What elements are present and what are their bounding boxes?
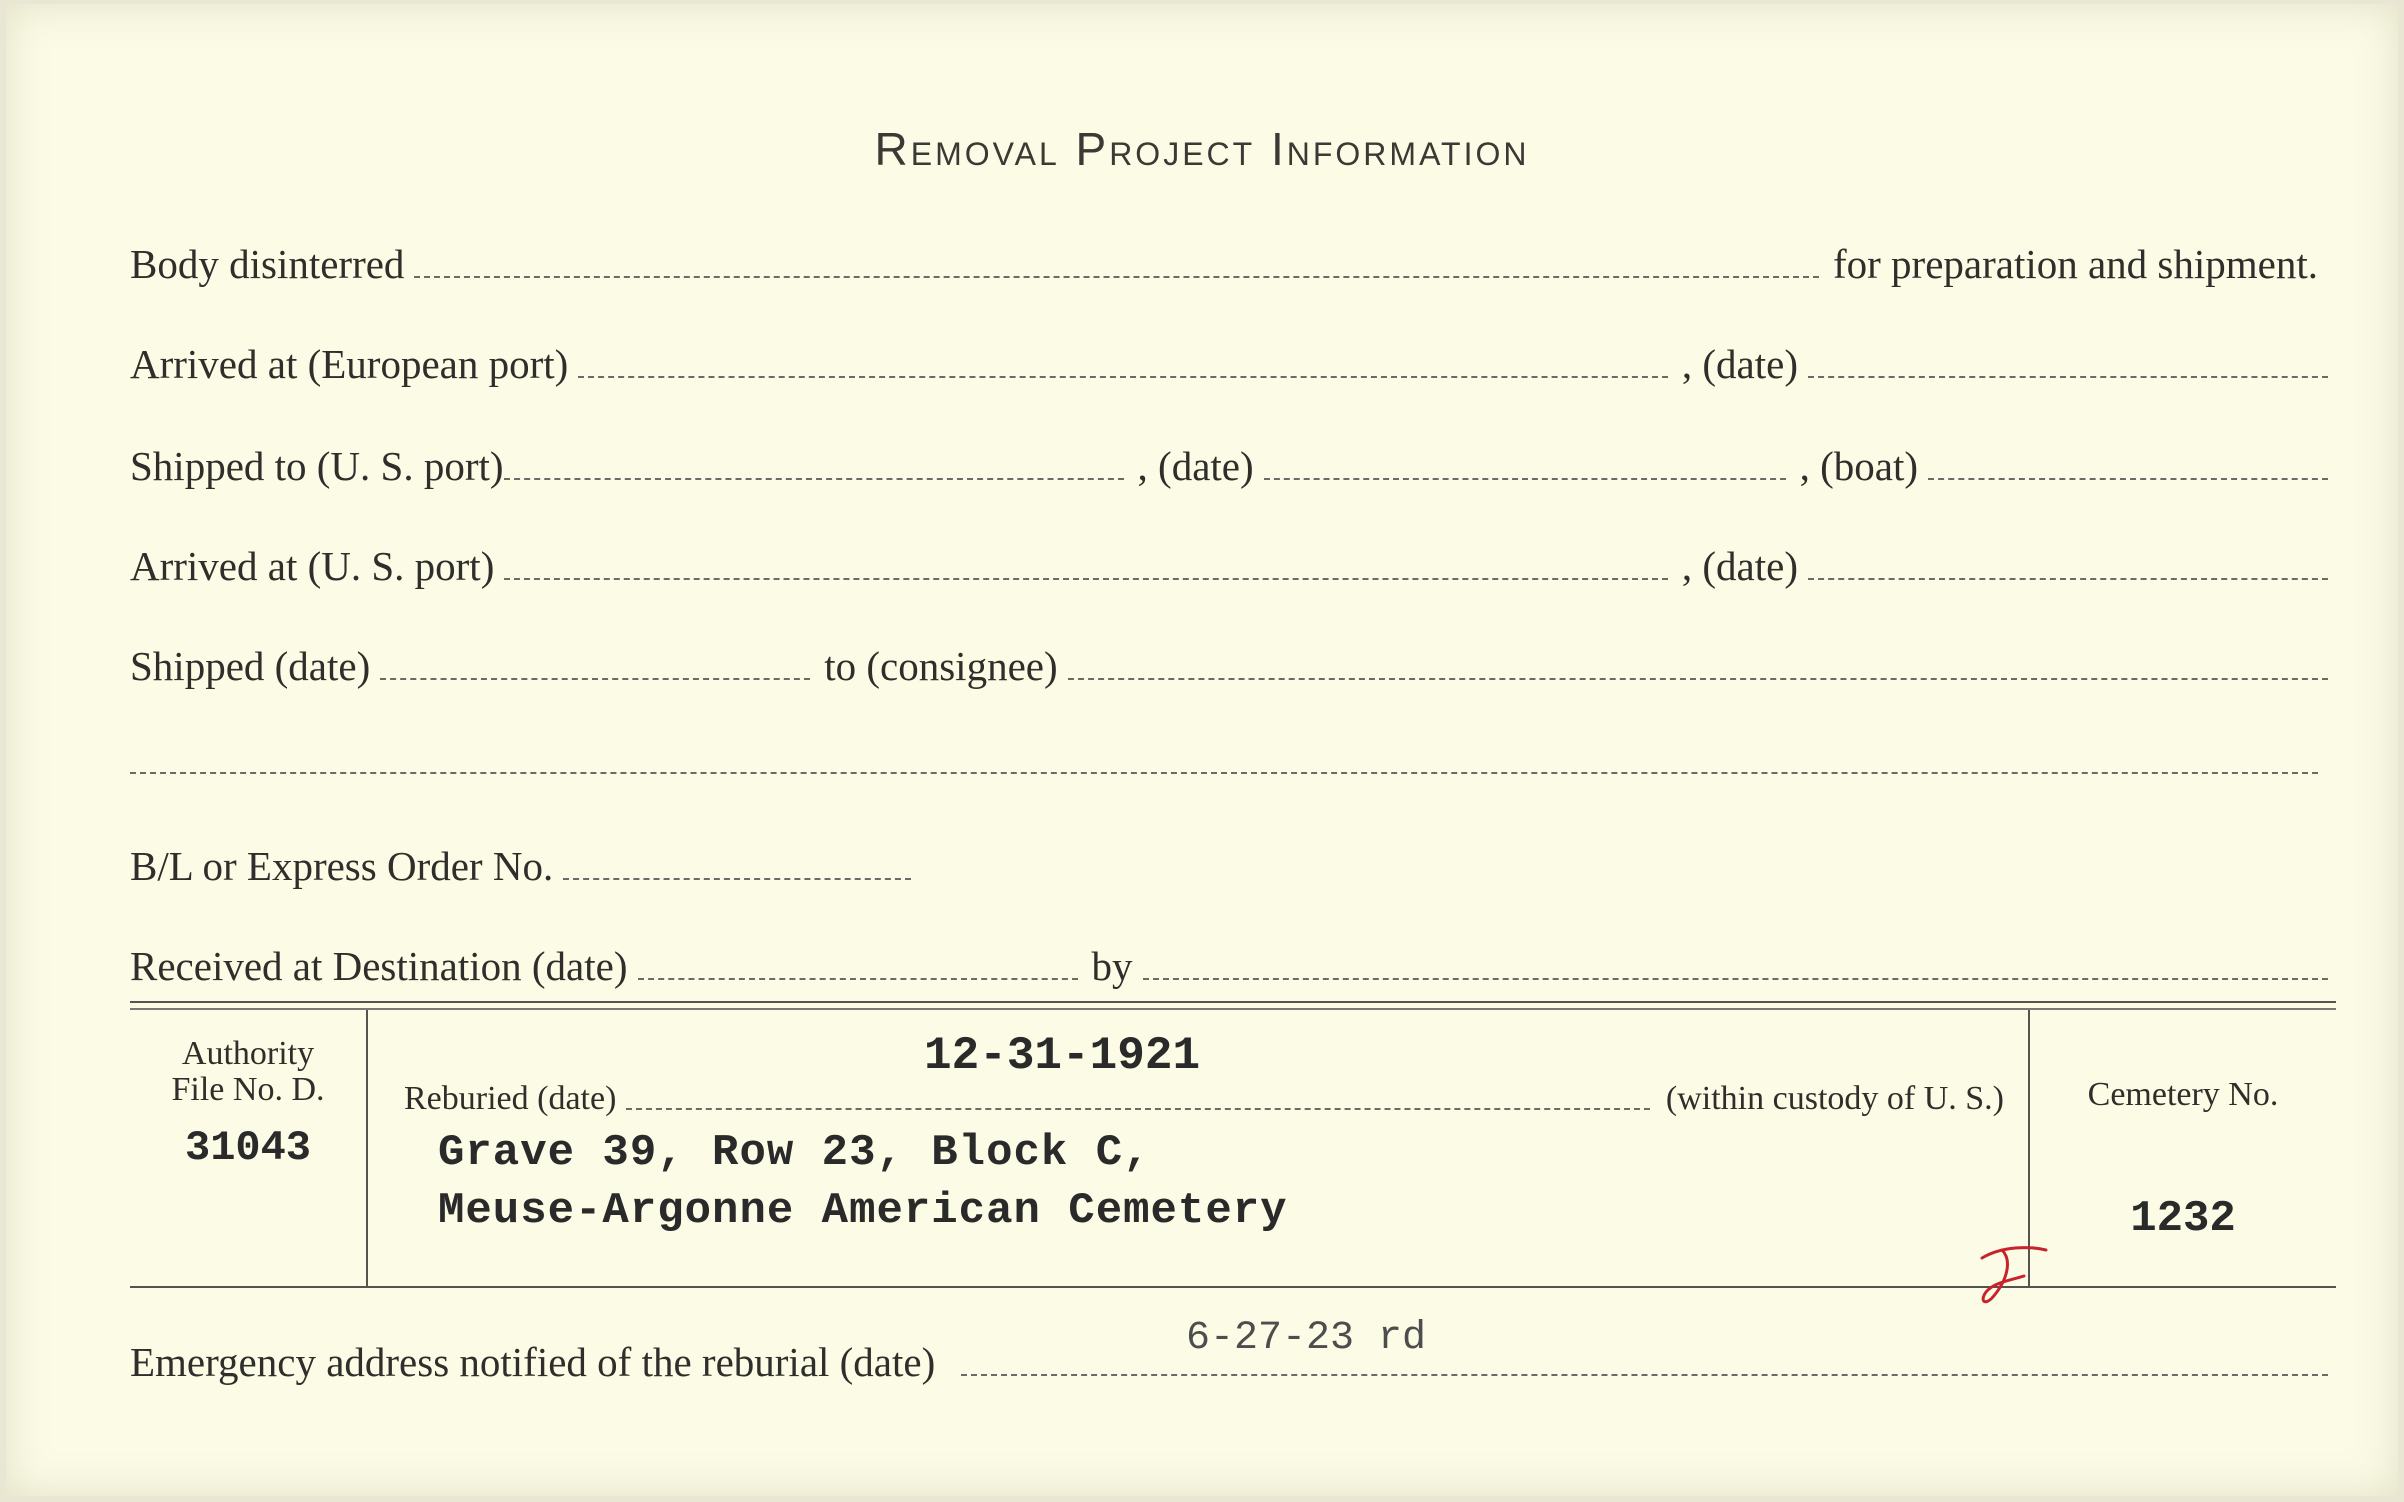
label-arrived-european: Arrived at (European port) (130, 341, 569, 387)
record-card (6, 4, 2398, 1496)
authority-file-number: 31043 (184, 1124, 312, 1172)
field-reburied-date[interactable] (626, 1108, 1650, 1110)
cemetery-label: Cemetery No. (2087, 1076, 2279, 1113)
field-bl-order[interactable] (563, 878, 911, 880)
label-shipped-to-us: Shipped to (U. S. port) (130, 443, 504, 489)
row-shipped-date (130, 634, 2328, 690)
reburied-date-value: 12-31-1921 (924, 1030, 1201, 1082)
label-emergency-address: Emergency address notified of the reburial (date) (130, 1339, 936, 1385)
red-check-mark-icon (1972, 1240, 2052, 1310)
row-body-disinterred (130, 232, 2328, 288)
field-european-port[interactable] (578, 376, 1668, 378)
row-received-destination (130, 934, 2328, 990)
field-date-3[interactable] (1808, 578, 2328, 580)
box-top-rule-inner (130, 1008, 2336, 1010)
field-received-date[interactable] (638, 978, 1078, 980)
label-date-1: , (date) (1681, 341, 1798, 387)
label-within-custody: (within custody of U. S.) (1665, 1080, 2004, 1117)
field-date-2[interactable] (1264, 478, 1786, 480)
field-consignee-continued[interactable] (130, 772, 2318, 774)
label-date-2: , (date) (1137, 443, 1254, 489)
cemetery-number: 1232 (2130, 1194, 2236, 1244)
row-arrived-us (130, 534, 2328, 590)
field-us-port[interactable] (504, 478, 1124, 480)
label-body-disinterred: Body disinterred (130, 241, 405, 287)
page-title: Removal Project Information (874, 123, 1530, 175)
field-date-1[interactable] (1808, 376, 2328, 378)
authority-label (130, 1036, 366, 1108)
label-by: by (1091, 943, 1133, 989)
label-received-destination: Received at Destination (date) (130, 943, 628, 989)
grave-location-line2: Meuse-Argonne American Cemetery (438, 1186, 1288, 1236)
label-reburied-date: Reburied (date) (404, 1080, 617, 1117)
field-boat[interactable] (1928, 478, 2328, 480)
label-boat: , (boat) (1799, 443, 1918, 489)
label-shipped-date: Shipped (date) (130, 643, 371, 689)
box-divider-left (366, 1010, 368, 1286)
authority-label-line1: Authority (181, 1035, 315, 1072)
field-body-disinterred[interactable] (414, 276, 1819, 278)
row-consignee-continued (130, 728, 2328, 784)
field-shipped-date[interactable] (380, 678, 810, 680)
label-date-3: , (date) (1681, 543, 1798, 589)
label-bl-order: B/L or Express Order No. (130, 843, 554, 889)
field-arrived-us-port[interactable] (504, 578, 1668, 580)
authority-label-line2: File No. D. (171, 1071, 325, 1108)
label-for-preparation: for preparation and shipment. (1832, 241, 2318, 287)
field-consignee[interactable] (1068, 678, 2328, 680)
row-shipped-to-us (130, 434, 2328, 490)
box-top-rule (130, 1001, 2336, 1003)
field-emergency-date[interactable] (961, 1374, 2328, 1376)
row-arrived-european (130, 332, 2328, 388)
label-arrived-us: Arrived at (U. S. port) (130, 543, 495, 589)
label-to-consignee: to (consignee) (824, 643, 1058, 689)
reburied-row (404, 1068, 2004, 1118)
field-received-by[interactable] (1143, 978, 2329, 980)
grave-location-line1: Grave 39, Row 23, Block C, (438, 1128, 1151, 1178)
emergency-date-value: 6-27-23 rd (1186, 1316, 1427, 1361)
row-bl-order (130, 834, 2328, 890)
